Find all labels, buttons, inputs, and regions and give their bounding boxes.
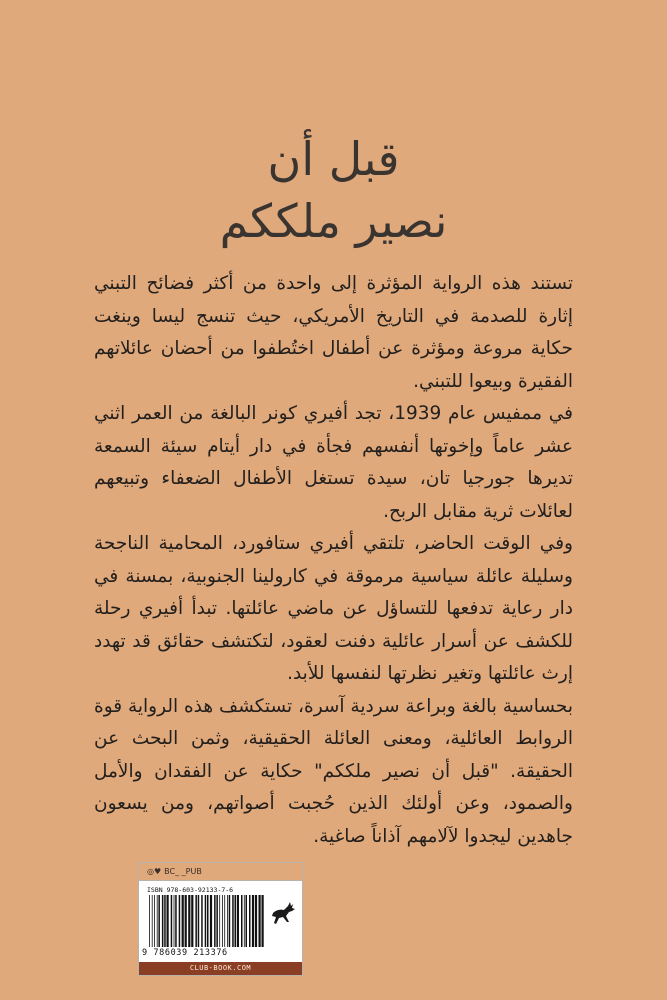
blurb-paragraph: وفي الوقت الحاضر، تلتقي أفيري ستافورد، المحامية الناجحة وسليلة عائلة سياسية مرموقة في كارولينا الجنوبية، بمسنة في دار رعاية تدفعها للتساؤل عن ماضي عائلتها. تبدأ أفيري رحلة للكشف عن أسرار عائلية دفنت لعقود، لتكتشف حقائق قد تهدد إرث عائلتها وتغير نظرتها لنفسها للأبد.: [94, 533, 573, 684]
social-handle: BC_ _PUB: [164, 867, 202, 876]
isbn-label: ISBN 978-603-92133-7-6: [147, 886, 234, 894]
book-title: [0, 128, 667, 252]
website-strip: CLUB-BOOK.COM: [139, 962, 302, 975]
social-handle-bar: [139, 863, 302, 881]
blurb-paragraph: في ممفيس عام 1939، تجد أفيري كونر البالغة من العمر اثني عشر عاماً وإخوتها أنفسهم فجأة في دار أيتام سيئة السمعة تديرها جورجيا تان، سيدة تستغل الأطفال الضعفاء وتبيعهم لعائلات ثرية مقابل الربح.: [94, 403, 573, 522]
barcode-digits: 9 786039 213376: [142, 948, 228, 958]
book-title-line-1: قبل أن: [267, 132, 400, 186]
book-title-line-2: نصير ملككم: [219, 194, 448, 248]
blurb-paragraph: تستند هذه الرواية المؤثرة إلى واحدة من أكثر فضائح التبني إثارة للصدمة في التاريخ الأمريكي، حيث تنسج ليسا وينغت حكاية مروعة ومؤثرة عن أطفال اختُطفوا من أحضان عائلاتهم الفقيرة وبيعوا للتبني.: [94, 273, 573, 392]
instagram-twitter-icon: ◎♥: [147, 867, 162, 876]
barcode-box: [138, 862, 303, 976]
barcode-bars: [147, 895, 265, 947]
jumping-deer-logo-icon: [270, 899, 298, 929]
blurb-paragraph: بحساسية بالغة وبراعة سردية آسرة، تستكشف هذه الرواية قوة الروابط العائلية، ومعنى العائلة الحقيقية، وثمن البحث عن الحقيقة. "قبل أن نصير ملككم" حكاية عن الفقدان والأمل والصمود، وعن أولئك الذين حُجبت أصواتهم، ومن يسعون جاهدين ليجدوا لآلامهم آذاناً صاغية.: [94, 695, 573, 847]
blurb-text: [94, 268, 573, 853]
